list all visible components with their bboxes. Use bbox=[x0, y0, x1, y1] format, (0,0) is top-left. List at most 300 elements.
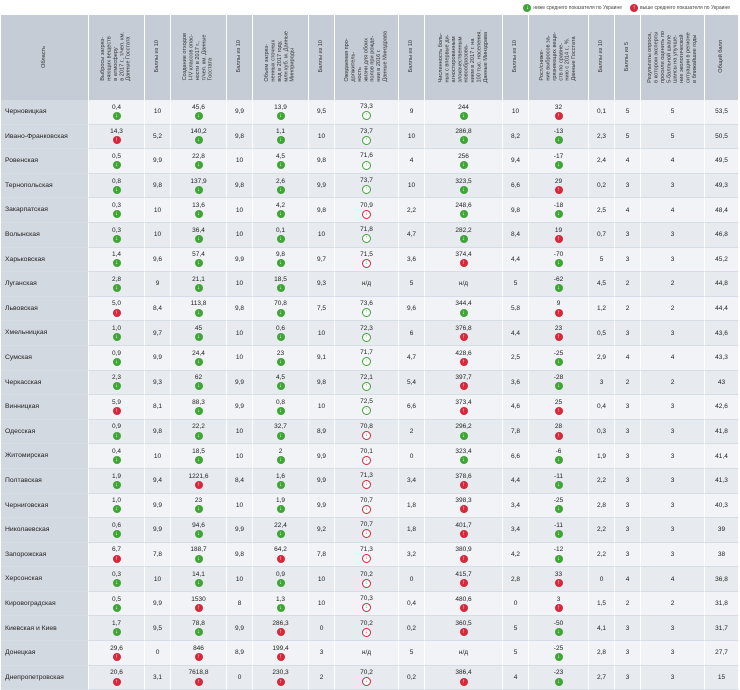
cell-content bbox=[589, 551, 614, 558]
total-score-cell bbox=[705, 616, 739, 641]
cell-content bbox=[309, 280, 334, 287]
cell-value: 22,2 bbox=[192, 423, 205, 431]
cell-value: 296,2 bbox=[455, 423, 472, 431]
cell-value: 10 bbox=[317, 403, 326, 411]
cell-content bbox=[335, 325, 398, 342]
table-cell bbox=[529, 321, 589, 346]
cell-value: 9,9 bbox=[152, 501, 163, 509]
cell-content bbox=[589, 502, 614, 509]
total-score-cell bbox=[705, 248, 739, 273]
table-cell bbox=[641, 371, 705, 396]
table-cell bbox=[145, 395, 171, 420]
cell-value: 9,6 bbox=[152, 255, 163, 263]
cell-content bbox=[641, 280, 704, 287]
table-cell bbox=[227, 469, 253, 494]
arrow-up-outline-icon: ↑ bbox=[362, 161, 371, 170]
cell-value: 398,3 bbox=[455, 497, 472, 505]
cell-value: 9,8 bbox=[316, 378, 327, 386]
table-cell bbox=[529, 395, 589, 420]
arrow-down-icon: ↓ bbox=[195, 407, 203, 415]
cell-value: 3,1 bbox=[152, 673, 163, 681]
cell-content bbox=[705, 477, 738, 484]
table-cell bbox=[641, 592, 705, 617]
table-cell bbox=[589, 543, 615, 568]
cell-content bbox=[171, 325, 226, 341]
total-score-cell bbox=[705, 567, 739, 592]
cell-value: 5,2 bbox=[152, 132, 163, 140]
arrow-down-icon: ↓ bbox=[555, 678, 563, 686]
arrow-up-icon: ↑ bbox=[195, 604, 203, 612]
cell-value: 8,4 bbox=[234, 477, 245, 485]
cell-content bbox=[399, 477, 424, 484]
table-cell bbox=[309, 641, 335, 666]
cell-value: 14,1 bbox=[192, 571, 205, 578]
arrow-down-outline-icon: ↓ bbox=[362, 579, 371, 588]
table-cell bbox=[253, 272, 309, 297]
cell-content bbox=[335, 103, 398, 120]
arrow-down-icon: ↓ bbox=[460, 112, 468, 120]
cell-content bbox=[425, 571, 502, 587]
cell-content bbox=[705, 207, 738, 214]
cell-value: 3 bbox=[625, 231, 630, 239]
total-score-cell bbox=[705, 494, 739, 519]
total-score-cell bbox=[705, 641, 739, 666]
arrow-down-outline-icon: ↓ bbox=[362, 554, 371, 563]
cell-content bbox=[335, 546, 398, 563]
cell-value: 0,7 bbox=[596, 231, 607, 239]
table-cell bbox=[227, 444, 253, 469]
cell-value: 9,8 bbox=[234, 304, 245, 312]
cell-content bbox=[503, 108, 528, 115]
cell-value: 4,5 bbox=[275, 152, 286, 160]
cell-value: 70,7 bbox=[360, 521, 373, 529]
cell-value: 3 bbox=[670, 477, 675, 485]
table-cell bbox=[641, 174, 705, 199]
arrow-down-icon: ↓ bbox=[277, 210, 285, 218]
cell-content bbox=[425, 546, 502, 562]
table-cell bbox=[253, 346, 309, 371]
table-cell bbox=[529, 444, 589, 469]
cell-content bbox=[705, 600, 738, 607]
table-cell bbox=[641, 395, 705, 420]
table-cell bbox=[529, 198, 589, 223]
cell-content bbox=[529, 448, 588, 464]
cell-value: 18,5 bbox=[192, 448, 205, 456]
table-cell bbox=[529, 272, 589, 297]
cell-content bbox=[529, 423, 588, 439]
column-header bbox=[171, 15, 227, 100]
cell-content bbox=[253, 276, 308, 292]
cell-content bbox=[227, 330, 252, 337]
cell-value: 0,6 bbox=[275, 325, 286, 333]
table-cell bbox=[145, 518, 171, 543]
arrow-down-icon: ↓ bbox=[555, 653, 563, 661]
table-cell bbox=[309, 346, 335, 371]
cell-value: -13 bbox=[553, 128, 564, 136]
total-score-cell bbox=[705, 272, 739, 297]
ecology-rating-table bbox=[1, 15, 739, 690]
cell-content bbox=[503, 526, 528, 533]
table-cell bbox=[145, 666, 171, 690]
cell-value: 9,9 bbox=[152, 157, 163, 165]
table-cell bbox=[529, 567, 589, 592]
arrow-up-icon: ↑ bbox=[113, 678, 121, 686]
table-row bbox=[1, 666, 739, 690]
table-cell bbox=[529, 469, 589, 494]
column-header bbox=[425, 15, 503, 100]
table-cell bbox=[425, 494, 503, 519]
cell-content bbox=[615, 526, 640, 533]
cell-content bbox=[503, 207, 528, 214]
cell-content bbox=[145, 453, 170, 460]
arrow-up-outline-icon: ↑ bbox=[362, 136, 371, 145]
table-cell bbox=[145, 125, 171, 150]
cell-content bbox=[171, 178, 226, 194]
cell-value: 9,9 bbox=[234, 526, 245, 534]
cell-value: 6,7 bbox=[111, 546, 122, 554]
cell-content bbox=[615, 157, 640, 164]
cell-value: 9,1 bbox=[316, 354, 327, 362]
table-cell bbox=[503, 346, 529, 371]
column-header-label: Рост/сниже- ние выбросов за- грязняющих веще- ств по сравне- нию с 2014 г., %. Данные Госстата bbox=[539, 32, 578, 81]
cell-value: 9,8 bbox=[316, 157, 327, 165]
cell-content bbox=[89, 571, 144, 587]
column-header-label: Общий балл bbox=[718, 40, 725, 73]
cell-content bbox=[641, 133, 704, 140]
cell-value: 1,8 bbox=[406, 526, 417, 534]
cell-content bbox=[589, 231, 614, 238]
cell-value: 9,5 bbox=[316, 108, 327, 116]
table-cell bbox=[145, 297, 171, 322]
table-cell bbox=[145, 223, 171, 248]
table-cell bbox=[399, 174, 425, 199]
table-cell bbox=[253, 469, 309, 494]
cell-content bbox=[399, 551, 424, 558]
cell-value: 2,2 bbox=[596, 477, 607, 485]
cell-content bbox=[309, 649, 334, 656]
cell-value: 9,8 bbox=[275, 251, 286, 259]
table-cell bbox=[335, 567, 399, 592]
region-cell bbox=[1, 223, 89, 248]
table-cell bbox=[309, 297, 335, 322]
cell-value: 78,8 bbox=[192, 620, 205, 628]
cell-content bbox=[615, 477, 640, 484]
table-cell bbox=[227, 174, 253, 199]
cell-value: 9,9 bbox=[234, 403, 245, 411]
arrow-down-icon: ↓ bbox=[113, 259, 121, 267]
table-cell bbox=[335, 444, 399, 469]
table-cell bbox=[171, 641, 227, 666]
arrow-down-icon: ↓ bbox=[195, 505, 203, 513]
cell-value: 88,3 bbox=[192, 398, 205, 406]
table-cell bbox=[503, 321, 529, 346]
column-header bbox=[253, 15, 309, 100]
table-cell bbox=[253, 641, 309, 666]
cell-value: 480,6 bbox=[455, 595, 472, 603]
table-cell bbox=[503, 420, 529, 445]
cell-value: 71,3 bbox=[360, 472, 373, 480]
arrow-down-icon: ↓ bbox=[195, 210, 203, 218]
table-cell bbox=[171, 125, 227, 150]
table-cell bbox=[171, 494, 227, 519]
table-cell bbox=[615, 346, 641, 371]
cell-content bbox=[227, 231, 252, 238]
cell-value: 1221,6 bbox=[188, 472, 209, 480]
cell-content bbox=[425, 251, 502, 267]
cell-value: 1,5 bbox=[596, 600, 607, 608]
table-row bbox=[1, 321, 739, 346]
table-cell bbox=[89, 518, 145, 543]
arrow-up-icon: ↑ bbox=[195, 481, 203, 489]
cell-value: 1530 bbox=[191, 595, 206, 603]
cell-value: 1,3 bbox=[275, 595, 286, 603]
cell-value: 0,2 bbox=[406, 624, 417, 632]
arrow-down-icon: ↓ bbox=[195, 136, 203, 144]
table-cell bbox=[89, 592, 145, 617]
arrow-down-icon: ↓ bbox=[195, 579, 203, 587]
cell-content bbox=[425, 227, 502, 243]
cell-content bbox=[335, 571, 398, 588]
table-cell bbox=[253, 616, 309, 641]
table-cell bbox=[529, 592, 589, 617]
table-cell bbox=[641, 198, 705, 223]
table-cell bbox=[253, 666, 309, 690]
table-cell bbox=[145, 174, 171, 199]
cell-value: 24,4 bbox=[192, 349, 205, 357]
table-cell bbox=[589, 371, 615, 396]
cell-value: 10 bbox=[317, 575, 326, 583]
table-cell bbox=[309, 198, 335, 223]
arrow-down-icon: ↓ bbox=[555, 456, 563, 464]
cell-content bbox=[89, 153, 144, 169]
cell-value: 9,9 bbox=[152, 354, 163, 362]
cell-value: 4 bbox=[670, 206, 675, 214]
column-header bbox=[705, 15, 739, 100]
cell-content bbox=[227, 428, 252, 435]
table-cell bbox=[641, 567, 705, 592]
table-cell bbox=[503, 272, 529, 297]
table-cell bbox=[425, 592, 503, 617]
table-cell bbox=[309, 125, 335, 150]
table-cell bbox=[529, 641, 589, 666]
cell-content bbox=[615, 502, 640, 509]
cell-content bbox=[145, 280, 170, 287]
cell-content bbox=[425, 178, 502, 194]
arrow-down-icon: ↓ bbox=[460, 309, 468, 317]
table-cell bbox=[309, 616, 335, 641]
cell-value: 72,1 bbox=[360, 373, 373, 381]
cell-content bbox=[253, 497, 308, 513]
cell-content bbox=[641, 502, 704, 509]
table-row bbox=[1, 420, 739, 445]
cell-content bbox=[503, 330, 528, 337]
cell-value: 29,6 bbox=[110, 644, 123, 652]
table-cell bbox=[589, 174, 615, 199]
cell-content bbox=[145, 330, 170, 337]
table-cell bbox=[641, 125, 705, 150]
arrow-down-icon: ↓ bbox=[277, 235, 285, 243]
cell-content bbox=[529, 251, 588, 267]
arrow-down-icon: ↓ bbox=[113, 604, 121, 612]
cell-value: 386,4 bbox=[455, 669, 472, 677]
cell-value: 0 bbox=[599, 575, 604, 583]
table-cell bbox=[89, 125, 145, 150]
cell-value: 20,6 bbox=[110, 669, 123, 677]
cell-content bbox=[399, 182, 424, 189]
cell-content bbox=[89, 227, 144, 243]
table-cell bbox=[227, 666, 253, 690]
cell-value: 3 bbox=[670, 550, 675, 558]
region-cell bbox=[1, 494, 89, 519]
cell-content bbox=[529, 350, 588, 366]
cell-content bbox=[425, 300, 502, 316]
cell-content bbox=[705, 330, 738, 337]
table-cell bbox=[589, 223, 615, 248]
cell-content bbox=[705, 403, 738, 410]
table-cell bbox=[641, 641, 705, 666]
cell-value: 0,8 bbox=[111, 177, 122, 185]
cell-content bbox=[253, 546, 308, 562]
table-cell bbox=[589, 420, 615, 445]
arrow-down-icon: ↓ bbox=[113, 481, 121, 489]
cell-content bbox=[309, 256, 334, 263]
cell-content bbox=[615, 453, 640, 460]
table-cell bbox=[309, 395, 335, 420]
cell-value: 23 bbox=[194, 497, 203, 505]
cell-value: 3,4 bbox=[510, 501, 521, 509]
cell-content bbox=[89, 251, 144, 267]
cell-value: 360,5 bbox=[455, 620, 472, 628]
table-cell bbox=[89, 371, 145, 396]
table-cell bbox=[89, 100, 145, 125]
cell-value: 10 bbox=[511, 108, 520, 116]
arrow-down-icon: ↓ bbox=[277, 407, 285, 415]
table-cell bbox=[171, 321, 227, 346]
table-cell bbox=[335, 174, 399, 199]
cell-content bbox=[399, 108, 424, 115]
cell-value: 10 bbox=[235, 157, 244, 165]
arrow-up-icon: ↑ bbox=[113, 136, 121, 144]
table-cell bbox=[309, 469, 335, 494]
table-cell bbox=[309, 666, 335, 690]
cell-content bbox=[253, 251, 308, 267]
cell-content bbox=[171, 153, 226, 169]
table-cell bbox=[589, 641, 615, 666]
cell-value: 3 bbox=[670, 526, 675, 534]
cell-value: 3 bbox=[670, 403, 675, 411]
cell-value: Харьковская bbox=[5, 255, 45, 263]
cell-content bbox=[399, 133, 424, 140]
cell-content bbox=[309, 157, 334, 164]
cell-value: Николаевская bbox=[5, 526, 50, 534]
table-cell bbox=[335, 100, 399, 125]
table-cell bbox=[399, 592, 425, 617]
cell-content bbox=[335, 374, 398, 391]
table-cell bbox=[503, 198, 529, 223]
table-cell bbox=[529, 297, 589, 322]
cell-content bbox=[641, 330, 704, 337]
table-cell bbox=[227, 616, 253, 641]
table-cell bbox=[227, 567, 253, 592]
cell-content bbox=[253, 300, 308, 316]
cell-value: 9,9 bbox=[152, 526, 163, 534]
cell-value: 0,5 bbox=[596, 329, 607, 337]
arrow-up-outline-icon: ↑ bbox=[362, 382, 371, 391]
cell-content bbox=[89, 423, 144, 439]
cell-value: 8,1 bbox=[152, 403, 163, 411]
cell-value: 0,1 bbox=[275, 226, 286, 234]
cell-value: 10 bbox=[235, 231, 244, 239]
cell-content bbox=[171, 227, 226, 243]
arrow-down-icon: ↓ bbox=[113, 579, 121, 587]
arrow-up-icon: ↑ bbox=[630, 4, 638, 12]
arrow-up-outline-icon: ↑ bbox=[362, 185, 371, 194]
cell-value: 70,8 bbox=[274, 300, 287, 308]
table-cell bbox=[615, 469, 641, 494]
arrow-up-outline-icon: ↑ bbox=[362, 333, 371, 342]
cell-value: 9,8 bbox=[234, 132, 245, 140]
table-cell bbox=[615, 567, 641, 592]
cell-value: 5 bbox=[513, 649, 518, 657]
table-cell bbox=[309, 543, 335, 568]
cell-content bbox=[641, 600, 704, 607]
table-cell bbox=[425, 297, 503, 322]
cell-value: 4,6 bbox=[510, 403, 521, 411]
cell-value: 397,7 bbox=[455, 374, 472, 382]
cell-content bbox=[615, 182, 640, 189]
cell-value: 0 bbox=[513, 600, 518, 608]
cell-content bbox=[705, 625, 738, 632]
cell-value: 140,2 bbox=[190, 128, 207, 136]
table-cell bbox=[589, 469, 615, 494]
cell-value: 43,6 bbox=[715, 329, 728, 337]
table-cell bbox=[641, 666, 705, 690]
table-cell bbox=[425, 469, 503, 494]
cell-value: 0,3 bbox=[596, 427, 607, 435]
cell-content bbox=[641, 157, 704, 164]
arrow-down-icon: ↓ bbox=[113, 210, 121, 218]
cell-content bbox=[145, 157, 170, 164]
table-cell bbox=[171, 174, 227, 199]
table-cell bbox=[503, 567, 529, 592]
table-cell bbox=[425, 371, 503, 396]
cell-content bbox=[253, 325, 308, 341]
cell-value: н/д bbox=[458, 280, 469, 288]
cell-value: 41,3 bbox=[715, 477, 728, 485]
cell-value: 0,9 bbox=[111, 349, 122, 357]
cell-value: 0 bbox=[409, 575, 414, 583]
cell-value: 4,5 bbox=[275, 374, 286, 382]
table-cell bbox=[641, 346, 705, 371]
cell-content bbox=[145, 207, 170, 214]
table-cell bbox=[309, 321, 335, 346]
arrow-down-icon: ↓ bbox=[555, 136, 563, 144]
table-cell bbox=[89, 272, 145, 297]
cell-value: 0,5 bbox=[111, 152, 122, 160]
table-cell bbox=[615, 149, 641, 174]
table-row bbox=[1, 272, 739, 297]
cell-value: 9,9 bbox=[316, 501, 327, 509]
table-row bbox=[1, 543, 739, 568]
cell-value: 72,5 bbox=[360, 398, 373, 406]
cell-value: -18 bbox=[553, 202, 564, 210]
cell-value: 248,6 bbox=[455, 202, 472, 210]
cell-content bbox=[227, 600, 252, 607]
cell-content bbox=[227, 354, 252, 361]
cell-value: 4,1 bbox=[596, 624, 607, 632]
cell-content bbox=[641, 379, 704, 386]
cell-content bbox=[641, 305, 704, 312]
